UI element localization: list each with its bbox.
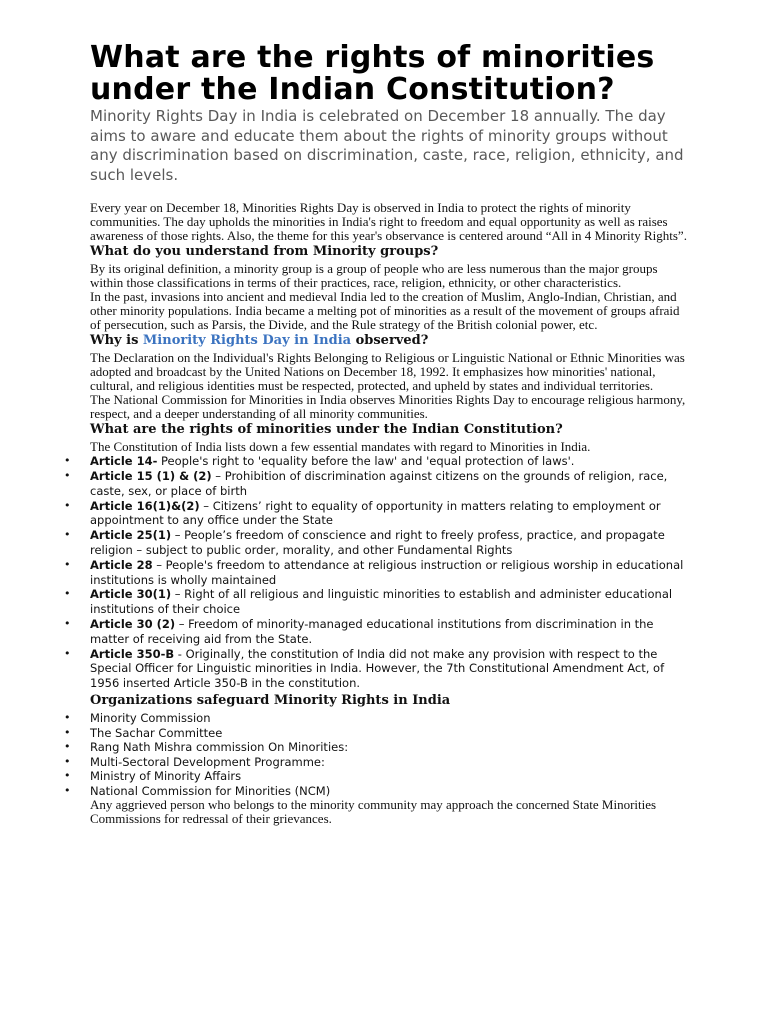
minority-groups-paragraph-2: In the past, invasions into ancient and medieval India led to the creation of Muslim, Anglo-Indian, Christian, and other minority populations. India became a melting pot of minorities as a result of the movement of groups afraid of persecution, such as Parsis, the Divide, and the Rule strategy of the British colonial power, etc.	[90, 288, 680, 332]
heading-why-suffix: observed?	[351, 333, 429, 349]
article-text: – Right of all religious and linguistic minorities to establish and administer educational institutions of their choice	[90, 587, 673, 617]
heading-why-prefix: Why is	[90, 333, 143, 349]
article-label: Article 25(1)	[90, 528, 172, 543]
heading-why-observed	[90, 333, 690, 349]
heading-organizations: Organizations safeguard Minority Rights in India	[90, 692, 451, 708]
list-item: • The Sachar Committee	[64, 726, 690, 741]
article-text: – Freedom of minority-managed educational institutions from discrimination in the matter of receiving aid from the State.	[90, 616, 654, 646]
list-item: • Rang Nath Mishra commission On Minorities:	[64, 740, 690, 755]
list-item	[64, 558, 690, 588]
why-observed-paragraph-1: The Declaration on the Individual's Rights Belonging to Religious or Linguistic National or Ethnic Minorities was adopted and broadcast by the United Nations on December 18, 1992. It emphasizes how minorities' national, cultural, and religious identities must be respected, protected, and upheld by states and individual territories.	[90, 350, 685, 393]
article-label: Article 30 (2)	[90, 616, 176, 631]
article-label: Article 30(1)	[90, 587, 172, 602]
document-page	[90, 42, 690, 826]
heading-constitution-rights: What are the rights of minorities under the Indian Constitution?	[90, 422, 563, 438]
list-item: • National Commission for Minorities (NCM)	[64, 784, 690, 799]
article-text: People's right to 'equality before the law' and 'equal protection of laws'.	[157, 454, 575, 469]
page-subtitle: Minority Rights Day in India is celebrated on December 18 annually. The day aims to aware and educate them about the rights of minority groups without any discrimination based on discrimination, caste, race, religion, ethnicity, and such levels.	[90, 107, 684, 184]
article-text: - Originally, the constitution of India did not make any provision with respect to the Special Officer for Linguistic minorities in India. However, the 7th Constitutional Amendment Act, of 1956 inserted Article 350-B in the constitution.	[90, 646, 665, 691]
constitution-intro: The Constitution of India lists down a few essential mandates with regard to Minorities in India.	[90, 439, 591, 455]
page-title: What are the rights of minorities under the Indian Constitution?	[90, 40, 655, 107]
minority-rights-day-link[interactable]: Minority Rights Day in India	[142, 333, 352, 349]
article-text: – Prohibition of discrimination against citizens on the grounds of religion, race, caste, sex, or place of birth	[90, 468, 668, 498]
list-item	[64, 454, 690, 469]
closing-paragraph: Any aggrieved person who belongs to the minority community may approach the concerned State Minorities Commissions for redressal of their grievances.	[90, 797, 657, 827]
list-item	[64, 647, 690, 691]
organizations-list	[64, 711, 690, 799]
list-item	[64, 617, 690, 647]
list-item: • Multi-Sectoral Development Programme:	[64, 755, 690, 770]
intro-paragraph: Every year on December 18, Minorities Rights Day is observed in India to protect the rights of minority communities. The day upholds the minorities in India's right to freedom and equal opportunity as well as raises awareness of those rights. Also, the theme for this year's observance is centered around “All in 4 Minority Rights”.	[90, 200, 687, 243]
why-observed-paragraph-2: The National Commission for Minorities in India observes Minorities Rights Day to encourage religious harmony, respect, and a deeper understanding of all minority communities.	[90, 391, 686, 421]
article-label: Article 16(1)&(2)	[90, 498, 200, 513]
list-item	[64, 587, 690, 617]
article-label: Article 14-	[90, 454, 158, 469]
article-text: – Citizens’ right to equality of opportunity in matters relating to employment or appointment to any office under the State	[90, 498, 661, 528]
list-item: • Minority Commission	[64, 711, 690, 726]
list-item: • Ministry of Minority Affairs	[64, 769, 690, 784]
list-item	[64, 499, 690, 529]
minority-groups-paragraph-1: By its original definition, a minority group is a group of people who are less numerous than the major groups within those classifications in terms of their practices, race, religion, ethnicity, or other characteristics.	[90, 261, 658, 291]
list-item	[64, 469, 690, 499]
heading-minority-groups: What do you understand from Minority groups?	[90, 244, 439, 260]
article-text: – People's freedom to attendance at religious instruction or religious worship in educational institutions is wholly maintained	[90, 557, 684, 587]
article-label: Article 15 (1) & (2)	[90, 468, 212, 483]
articles-list	[64, 454, 690, 691]
article-label: Article 28	[90, 557, 153, 572]
article-text: – People’s freedom of conscience and right to freely profess, practice, and propagate religion – subject to public order, morality, and other Fundamental Rights	[90, 528, 665, 557]
article-label: Article 350-B	[90, 646, 175, 661]
list-item	[64, 528, 690, 558]
